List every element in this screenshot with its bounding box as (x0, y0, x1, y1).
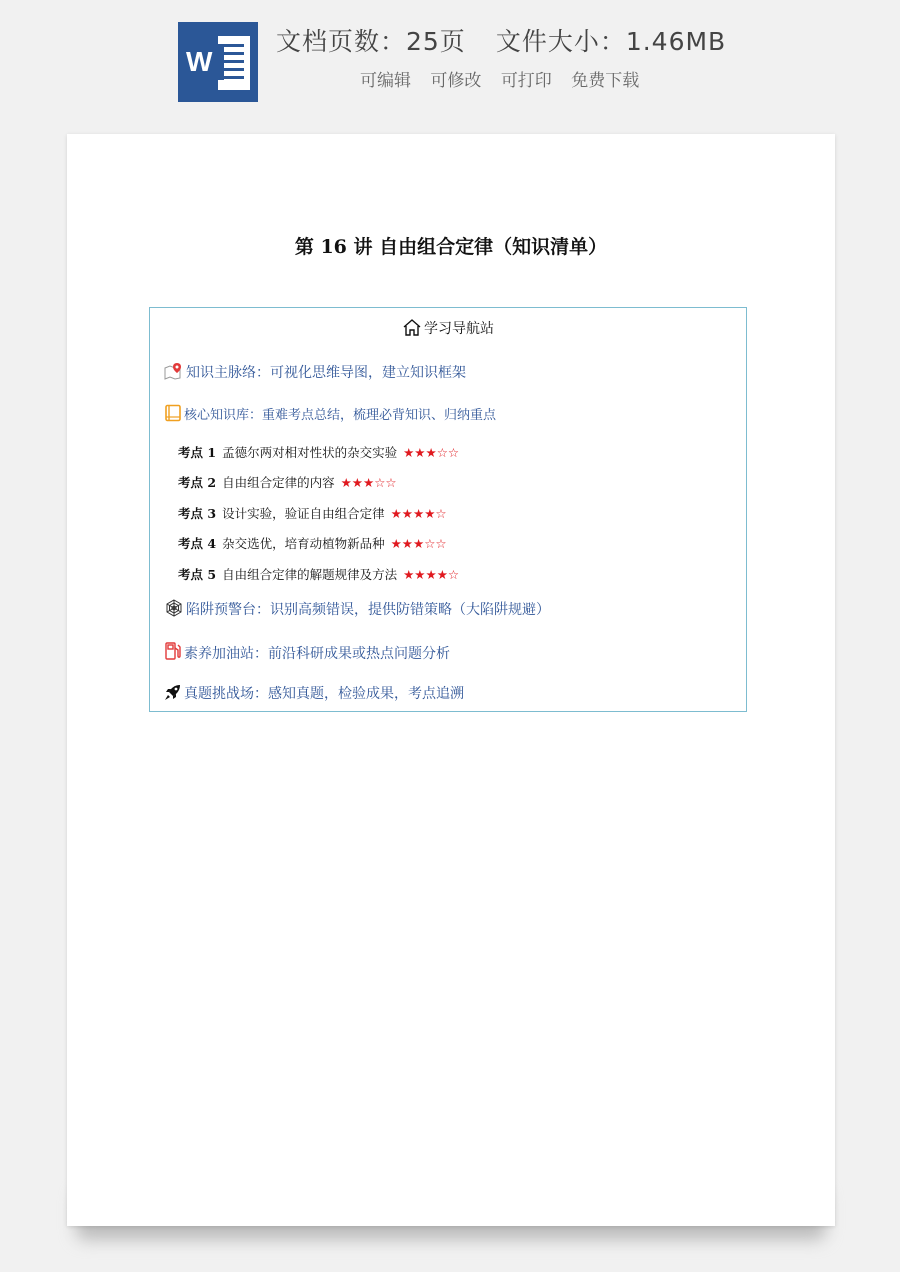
rating-stars: ★★★★☆ (403, 567, 460, 582)
nav-box-title (150, 318, 746, 338)
section-literacy-station (164, 641, 450, 663)
section-label: 真题挑战场： (184, 686, 268, 702)
rating-stars: ★★★☆☆ (403, 445, 460, 460)
section-core-knowledge (164, 404, 496, 423)
file-size: 文件大小：1.46MB (495, 27, 727, 56)
spider-web-icon (164, 599, 184, 617)
section-desc: 前沿科研成果或热点问题分析 (268, 646, 450, 662)
key-point-1 (178, 443, 459, 461)
key-point-label: 考点 3 (178, 506, 217, 521)
word-doc-icon (178, 22, 258, 102)
section-desc: 重难考点总结，梳理必背知识、归纳重点 (262, 408, 497, 423)
key-point-4 (178, 534, 447, 552)
section-pitfall-warning (164, 599, 550, 619)
section-label: 核心知识库： (184, 408, 263, 423)
document-page (67, 134, 835, 1226)
action-printable: 可打印 (500, 71, 552, 91)
rating-stars: ★★★★☆ (390, 506, 447, 521)
book-icon (164, 404, 182, 422)
section-desc: 识别高频错误，提供防错策略（大陷阱规避） (270, 602, 550, 618)
learning-nav-box (149, 307, 747, 712)
doc-info (276, 22, 726, 58)
section-label: 知识主脉络： (186, 365, 270, 381)
key-point-text: 设计实验，验证自由组合定律 (222, 506, 385, 521)
section-desc: 可视化思维导图，建立知识框架 (270, 365, 466, 381)
rating-stars: ★★★☆☆ (340, 475, 397, 490)
key-point-label: 考点 5 (178, 567, 217, 582)
document-title: 第 16 讲 自由组合定律（知识清单） (294, 236, 608, 258)
section-knowledge-map (164, 362, 466, 382)
action-editable: 可编辑 (360, 71, 411, 91)
word-logo-letter: W (186, 44, 224, 80)
key-point-5 (178, 565, 459, 583)
section-desc: 感知真题，检验成果，考点追溯 (268, 686, 464, 702)
key-point-text: 自由组合定律的解题规律及方法 (222, 567, 398, 582)
map-pin-icon (164, 362, 184, 380)
key-point-text: 孟德尔两对相对性状的杂交实验 (222, 445, 398, 460)
action-modifiable: 可修改 (430, 71, 482, 91)
download-header (0, 0, 900, 120)
fuel-pump-icon (164, 641, 182, 661)
section-label: 素养加油站： (184, 646, 268, 662)
key-point-label: 考点 4 (178, 536, 217, 551)
section-exam-challenge (164, 683, 464, 703)
key-point-text: 自由组合定律的内容 (222, 475, 335, 490)
nav-title-text: 学习导航站 (424, 321, 494, 337)
rocket-icon (164, 683, 182, 701)
rating-stars: ★★★☆☆ (390, 536, 447, 551)
key-point-label: 考点 1 (178, 445, 217, 460)
home-icon (402, 318, 422, 337)
section-label: 陷阱预警台： (186, 602, 270, 618)
action-free-download: 免费下载 (571, 71, 640, 91)
doc-actions (360, 66, 649, 91)
page-count: 文档页数：25页 (276, 27, 466, 56)
key-point-label: 考点 2 (178, 475, 217, 490)
key-point-3 (178, 504, 447, 522)
key-point-2 (178, 473, 397, 491)
key-point-text: 杂交选优，培育动植物新品种 (222, 536, 385, 551)
